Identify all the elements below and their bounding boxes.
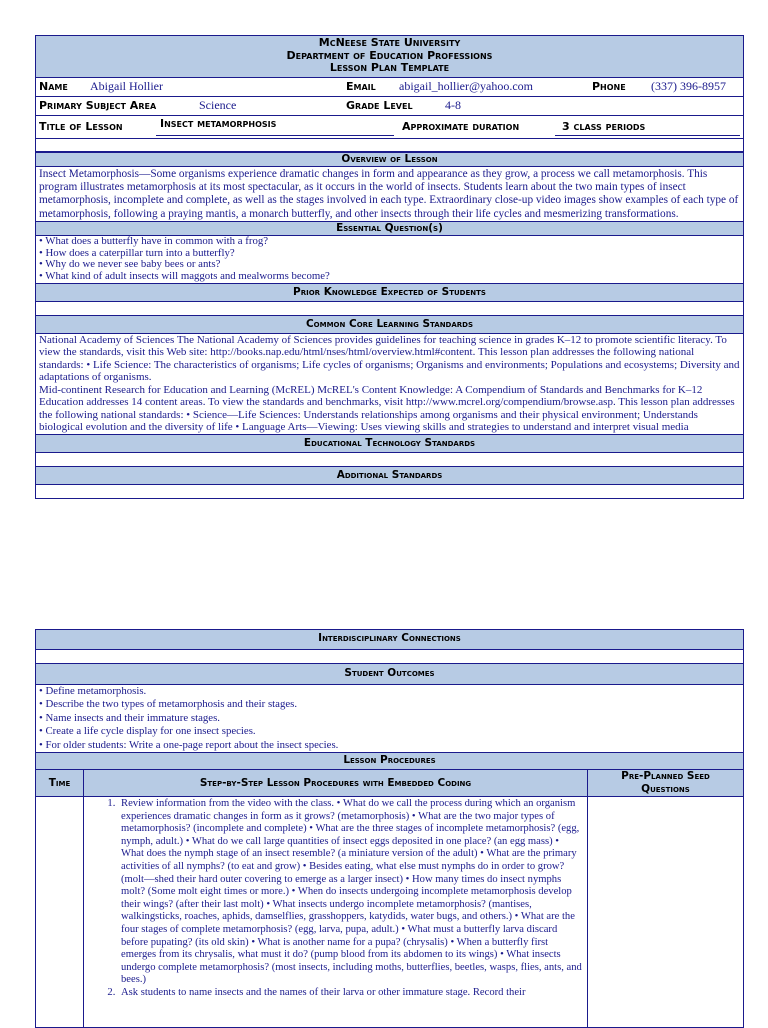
outcomes-heading: Student Outcomes (36, 664, 743, 685)
duration-underline (555, 135, 740, 136)
step-item: 1. Review information from the video with the class. • What do we call the process during which an organism experiences dramatic changes in form as it grows? (metamorphosis) • What are the two major types of metamorphosis? (incomplete and complete) • What are the three stages of incomplete metamorphosis? (egg, nymph, adult.) • What do we call large quantities of insect eggs deposited in one place? (an egg mass) • What does the nymph stage of an insect resemble? (a miniature version of the adult) • What are the primary activities of all nymphs? (to eat and grow) • Besides eating, what else must nymphs do in order to grow? (molt—shed their hard outer covering to emerge as a larger insect) • How many times do insect nymphs molt? (Some molt eight times or more.) • When do insects undergoing incomplete metamorphosis develop their wings? (after their last molt) • What insects undergo incomplete metamorphosis? (mantises, walkingsticks, roaches, aphids, damselflies, grasshoppers, katydids, water bugs, and others.) • What are the four stages of complete metamorphosis? (egg, larva, pupa, adult.) • What must a butterfly larva discard before pupating? (its old skin) • What is another name for a pupa? (chrysalis) • When a butterfly first emerges from its chrysalis, what must it do? (pump blood from its abdomen to its wings) • What insects undergo complete metamorphosis? (most insects, including moths, butterflies, beetles, wasps, flies, ants, and bees.) (118, 798, 583, 987)
outcome-item: • Name insects and their immature stages. (39, 711, 220, 724)
procedures-header-row (36, 770, 743, 797)
outcomes-list (36, 685, 743, 752)
info-row-lesson (36, 116, 743, 139)
ed-tech-blank (36, 453, 743, 467)
steps-column-header: Step-by-Step Lesson Procedures with Embedded Coding (84, 770, 588, 796)
common-core-para: Mid-continent Research for Education and Learning (McREL) McREL's Content Knowledge: A Compendium of Standards and Benchmarks for K–12 Education addresses 14 content areas. To view the standards and benchmarks, visit http://www.mcrel.org/compendium/browse.asp. This lesson plan addresses the following national standards: • Science—Life Sciences: Understands relationships among organisms and their physical environment; Understands biological evolution and the diversity of life • Language Arts—Viewing: Uses viewing skills and strategies to understand and interpret visual media (39, 383, 735, 433)
prior-knowledge-blank (36, 302, 743, 316)
steps-cell (84, 797, 588, 1027)
common-core-text (36, 334, 743, 434)
procedures-heading: Lesson Procedures (36, 752, 743, 770)
seed-cell (588, 797, 743, 1027)
overview-text: Insect Metamorphosis—Some organisms experience dramatic changes in form and appearance as they grow, a process we call metamorphosis. This program illustrates metamorphosis at its most spectacular, as it occurs in the world of insects. Students learn about the two main types of insect metamorphosis, incomplete and complete, as well as the stages involved in each type. Extraordinary close-up video images show examples of each type of metamorphosis, following a praying mantis, a monarch butterfly, and other insects through their life cycles and mesmerizing transformations. (39, 167, 739, 220)
email-label: Email (346, 79, 376, 93)
grade-label: Grade Level (346, 98, 413, 112)
name-value: Abigail Hollier (90, 78, 163, 93)
outcome-item: • Create a life cycle display for one insect species. (39, 725, 256, 738)
duration-label: Approximate duration (402, 119, 520, 133)
university-title: McNeese State University (318, 36, 461, 49)
essential-question: • How does a caterpillar turn into a butterfly? (39, 246, 235, 259)
interdisciplinary-blank (36, 650, 743, 664)
grade-value: 4-8 (445, 97, 461, 112)
common-core-heading: Common Core Learning Standards (36, 316, 743, 334)
subject-value: Science (199, 97, 237, 112)
interdisciplinary-heading: Interdisciplinary Connections (36, 630, 743, 650)
lesson-title-underline (156, 135, 394, 136)
essential-question: • Why do we never see baby bees or ants? (39, 258, 221, 271)
steps-list (84, 798, 587, 1000)
time-column-header: Time (36, 770, 84, 796)
essential-heading: Essential Question(s) (36, 221, 743, 236)
template-title: Lesson Plan Template (329, 61, 450, 74)
lesson-title-value: Insect metamorphosis (160, 116, 277, 130)
lesson-title-label: Title of Lesson (39, 119, 123, 133)
essential-list (36, 236, 743, 282)
additional-heading: Additional Standards (36, 467, 743, 485)
procedures-body-row (36, 797, 743, 1027)
essential-question: • What does a butterfly have in common with a frog? (39, 235, 269, 248)
phone-label: Phone (592, 79, 626, 93)
phone-value: (337) 396-8957 (651, 78, 726, 93)
time-cell (36, 797, 84, 1027)
title-header (36, 36, 743, 78)
spacer-row (36, 139, 743, 152)
overview-heading: Overview of Lesson (36, 152, 743, 167)
prior-knowledge-heading: Prior Knowledge Expected of Students (36, 283, 743, 302)
outcome-item: • Describe the two types of metamorphosis and their stages. (39, 698, 298, 711)
department-title: Department of Education Professions (286, 48, 493, 62)
lesson-plan-table-2 (35, 629, 744, 1028)
step-item: 2. Ask students to name insects and the names of their larva or other immature stage. Record their (118, 987, 583, 1000)
outcome-item: • For older students: Write a one-page report about the insect species. (39, 738, 339, 751)
name-label: Name (39, 79, 68, 93)
lesson-plan-table (35, 35, 744, 499)
common-core-para: National Academy of Sciences The National Academy of Sciences provides guidelines for teaching science in grades K–12 to promote scientific literacy. To view the standards, visit this Web site: http://books.nap.edu/html/nses/html/overview.html#content. This lesson plan addresses the following national standards: • Life Science: The characteristics of organisms; Life cycles of organisms; Organisms and environments; Populations and ecosystems; Diversity and adaptations of organisms. (39, 333, 740, 383)
additional-blank (36, 485, 743, 498)
ed-tech-heading: Educational Technology Standards (36, 434, 743, 453)
essential-question: • What kind of adult insects will maggots and mealworms become? (39, 269, 330, 282)
seed-column-header: Pre-Planned Seed Questions (588, 770, 743, 796)
outcome-item: • Define metamorphosis. (39, 685, 147, 697)
duration-value: 3 class periods (562, 119, 646, 133)
subject-label: Primary Subject Area (39, 98, 157, 112)
email-value: abigail_hollier@yahoo.com (399, 78, 534, 93)
info-row-name (36, 78, 743, 97)
info-row-subject (36, 97, 743, 116)
